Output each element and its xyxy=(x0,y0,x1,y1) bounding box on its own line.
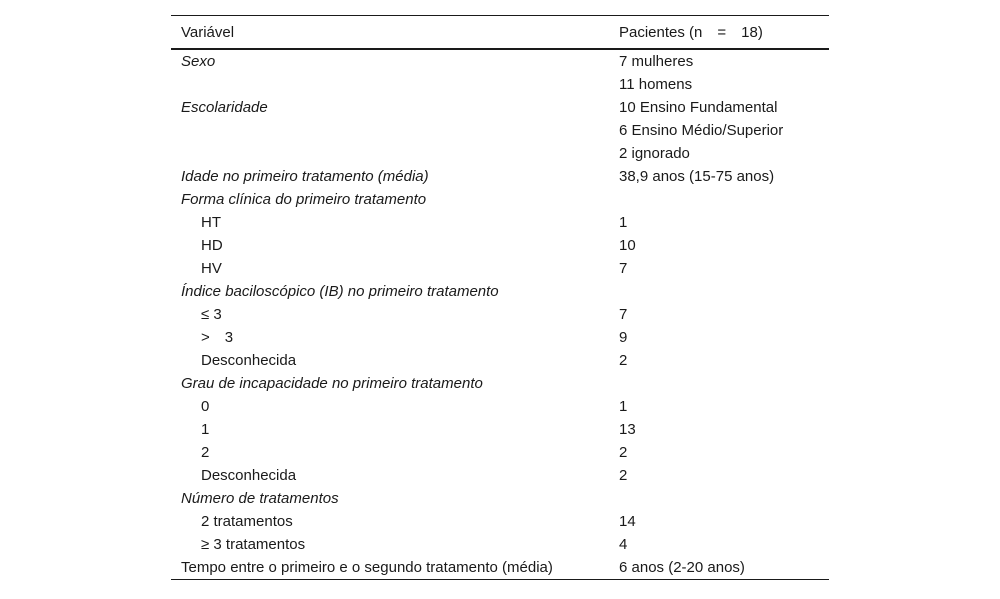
row-label: HD xyxy=(201,237,223,254)
row-value: 13 xyxy=(619,421,636,438)
row-value: 10 Ensino Fundamental xyxy=(619,99,778,116)
row-label: Forma clínica do primeiro tratamento xyxy=(181,191,427,208)
row-label: HT xyxy=(201,214,221,231)
row-value: 11 homens xyxy=(619,76,693,93)
row-value: 6 anos (2-20 anos) xyxy=(619,556,829,580)
row-value xyxy=(619,372,829,395)
table-row xyxy=(171,280,829,303)
row-label: Desconhecida xyxy=(201,352,297,369)
row-value: 4 xyxy=(619,536,628,553)
row-value: 9 xyxy=(619,329,628,346)
header-row xyxy=(171,16,829,50)
table-row xyxy=(171,188,829,211)
row-label: 1 xyxy=(201,421,210,438)
row-value: 7 xyxy=(619,260,628,277)
table-row xyxy=(171,326,829,349)
row-label: Índice baciloscópico (IB) no primeiro tratamento xyxy=(181,283,499,300)
table-row xyxy=(171,349,829,372)
row-value xyxy=(619,188,829,211)
row-label: Idade no primeiro tratamento (média) xyxy=(181,168,429,185)
row-value: 10 xyxy=(619,237,636,254)
table-row xyxy=(171,395,829,418)
row-label: Número de tratamentos xyxy=(181,490,339,507)
table-row xyxy=(171,96,829,119)
table-row xyxy=(171,533,829,556)
row-label: 2 tratamentos xyxy=(201,513,293,530)
table-row xyxy=(171,165,829,188)
patient-characteristics-table xyxy=(171,15,829,580)
table-row xyxy=(171,49,829,73)
row-label xyxy=(171,142,619,165)
table-row xyxy=(171,418,829,441)
row-value: 6 Ensino Médio/Superior xyxy=(619,122,784,139)
table-row xyxy=(171,142,829,165)
row-value xyxy=(619,280,829,303)
row-label: Escolaridade xyxy=(181,99,268,116)
row-label: > 3 xyxy=(201,329,234,346)
row-label: Desconhecida xyxy=(201,467,297,484)
row-label: 2 xyxy=(201,444,210,461)
table-row xyxy=(171,556,829,580)
table-row xyxy=(171,257,829,280)
row-label: Sexo xyxy=(181,53,216,70)
row-value: 2 xyxy=(619,444,628,461)
row-value: 1 xyxy=(619,398,628,415)
table-body xyxy=(171,49,829,580)
row-label: 0 xyxy=(201,398,210,415)
table-row xyxy=(171,487,829,510)
row-value xyxy=(619,487,829,510)
row-value: 38,9 anos (15-75 anos) xyxy=(619,168,775,185)
row-label: Tempo entre o primeiro e o segundo tratamento (média) xyxy=(171,556,619,580)
table-header xyxy=(171,16,829,50)
row-label: ≥ 3 tratamentos xyxy=(201,536,306,553)
row-label: HV xyxy=(201,260,222,277)
row-value: 7 mulheres xyxy=(619,53,694,70)
header-patients: Pacientes (n = 18) xyxy=(619,16,829,50)
patient-characteristics-table-container xyxy=(171,15,829,580)
table-row xyxy=(171,234,829,257)
row-label xyxy=(171,119,619,142)
table-row xyxy=(171,372,829,395)
table-row xyxy=(171,303,829,326)
row-value: 14 xyxy=(619,513,636,530)
table-row xyxy=(171,211,829,234)
row-value: 2 xyxy=(619,467,628,484)
row-value: 2 xyxy=(619,352,628,369)
row-label: Grau de incapacidade no primeiro tratamento xyxy=(181,375,483,392)
table-row xyxy=(171,73,829,96)
row-label xyxy=(171,73,619,96)
table-row xyxy=(171,119,829,142)
row-value: 2 ignorado xyxy=(619,145,690,162)
header-variable: Variável xyxy=(171,16,619,50)
row-label: ≤ 3 xyxy=(201,306,222,323)
table-row xyxy=(171,464,829,487)
row-value: 7 xyxy=(619,306,628,323)
row-value: 1 xyxy=(619,214,628,231)
table-row xyxy=(171,510,829,533)
table-row xyxy=(171,441,829,464)
